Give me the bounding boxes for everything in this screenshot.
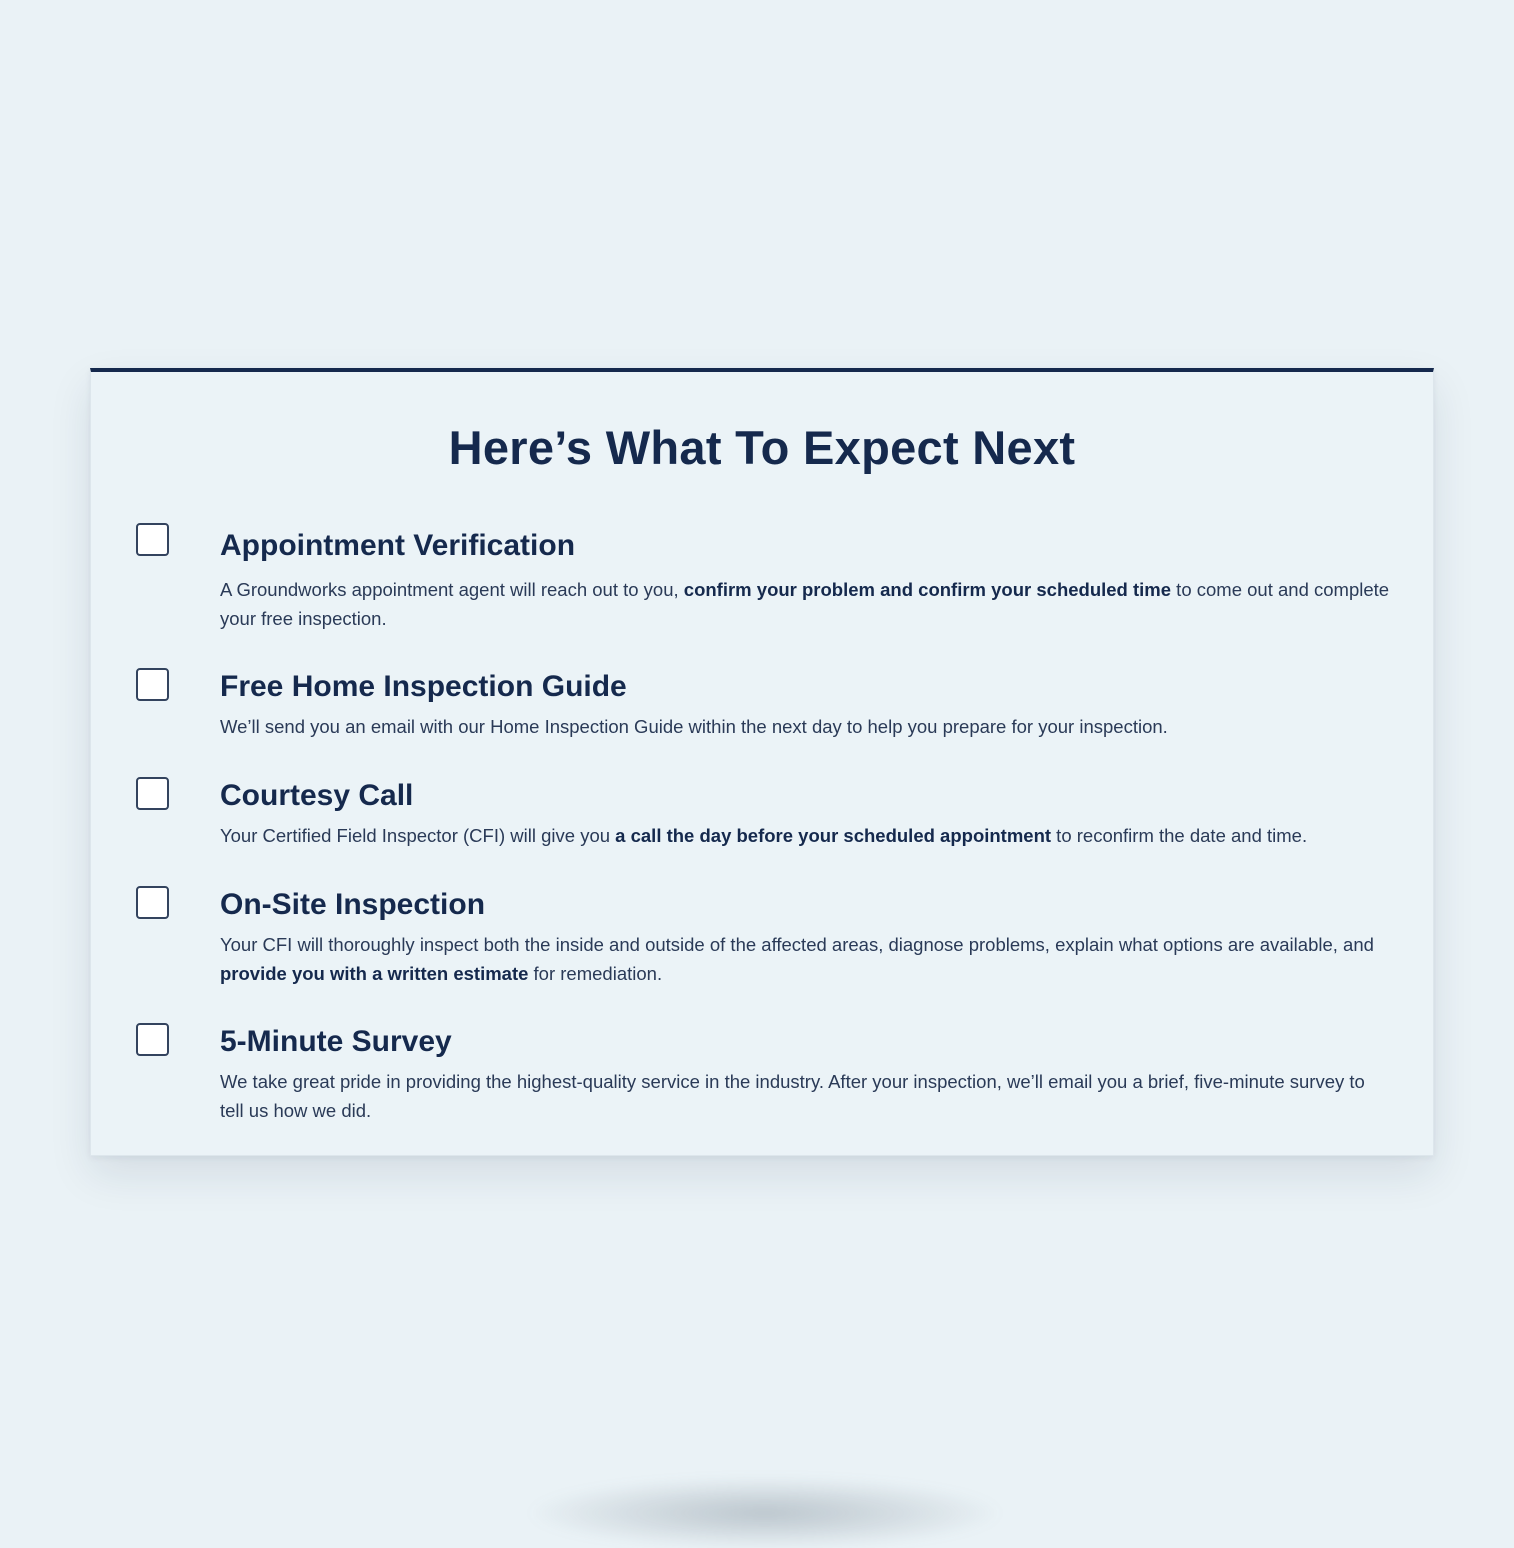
decorative-shadow [530, 1478, 1000, 1548]
step-checkbox[interactable] [136, 668, 169, 701]
desc-text: We’ll send you an email with our Home Inspection Guide within the next day to help you prepare for your inspection. [220, 716, 1168, 737]
step-heading: Free Home Inspection Guide [220, 670, 627, 703]
step-description [220, 712, 1390, 741]
step-checkbox[interactable] [136, 523, 169, 556]
desc-emphasis: a call the day before your scheduled appointment [615, 825, 1052, 846]
step-description [220, 821, 1390, 850]
step-heading: On-Site Inspection [220, 888, 486, 921]
step-description [220, 1067, 1390, 1125]
desc-text: Your CFI will thoroughly inspect both the inside and outside of the affected areas, diagnose problems, explain what options are available, and [220, 934, 1374, 955]
desc-text: Your Certified Field Inspector (CFI) will give you [220, 825, 616, 846]
step-description [220, 930, 1390, 988]
step-checkbox[interactable] [136, 886, 169, 919]
step-heading: 5-Minute Survey [220, 1025, 452, 1058]
page-title: Here’s What To Expect Next [448, 421, 1076, 474]
step-checkbox[interactable] [136, 777, 169, 810]
next-steps-card [90, 368, 1434, 1156]
step-heading: Courtesy Call [220, 779, 414, 812]
step-heading: Appointment Verification [220, 529, 576, 562]
desc-text: to come out and complete your free inspection. [220, 579, 1390, 629]
desc-text: A Groundworks appointment agent will reach out to you, [220, 579, 684, 600]
step-description [220, 575, 1390, 633]
desc-text: to reconfirm the date and time. [1051, 825, 1308, 846]
desc-emphasis: provide you with a written estimate [220, 963, 529, 984]
desc-emphasis: confirm your problem and confirm your scheduled time [683, 579, 1172, 600]
desc-text: We take great pride in providing the highest-quality service in the industry. After your inspection, we’ll email you a brief, five-minute survey to tell us how we did. [220, 1071, 1365, 1121]
desc-text: for remediation. [528, 963, 663, 984]
step-checkbox[interactable] [136, 1023, 169, 1056]
